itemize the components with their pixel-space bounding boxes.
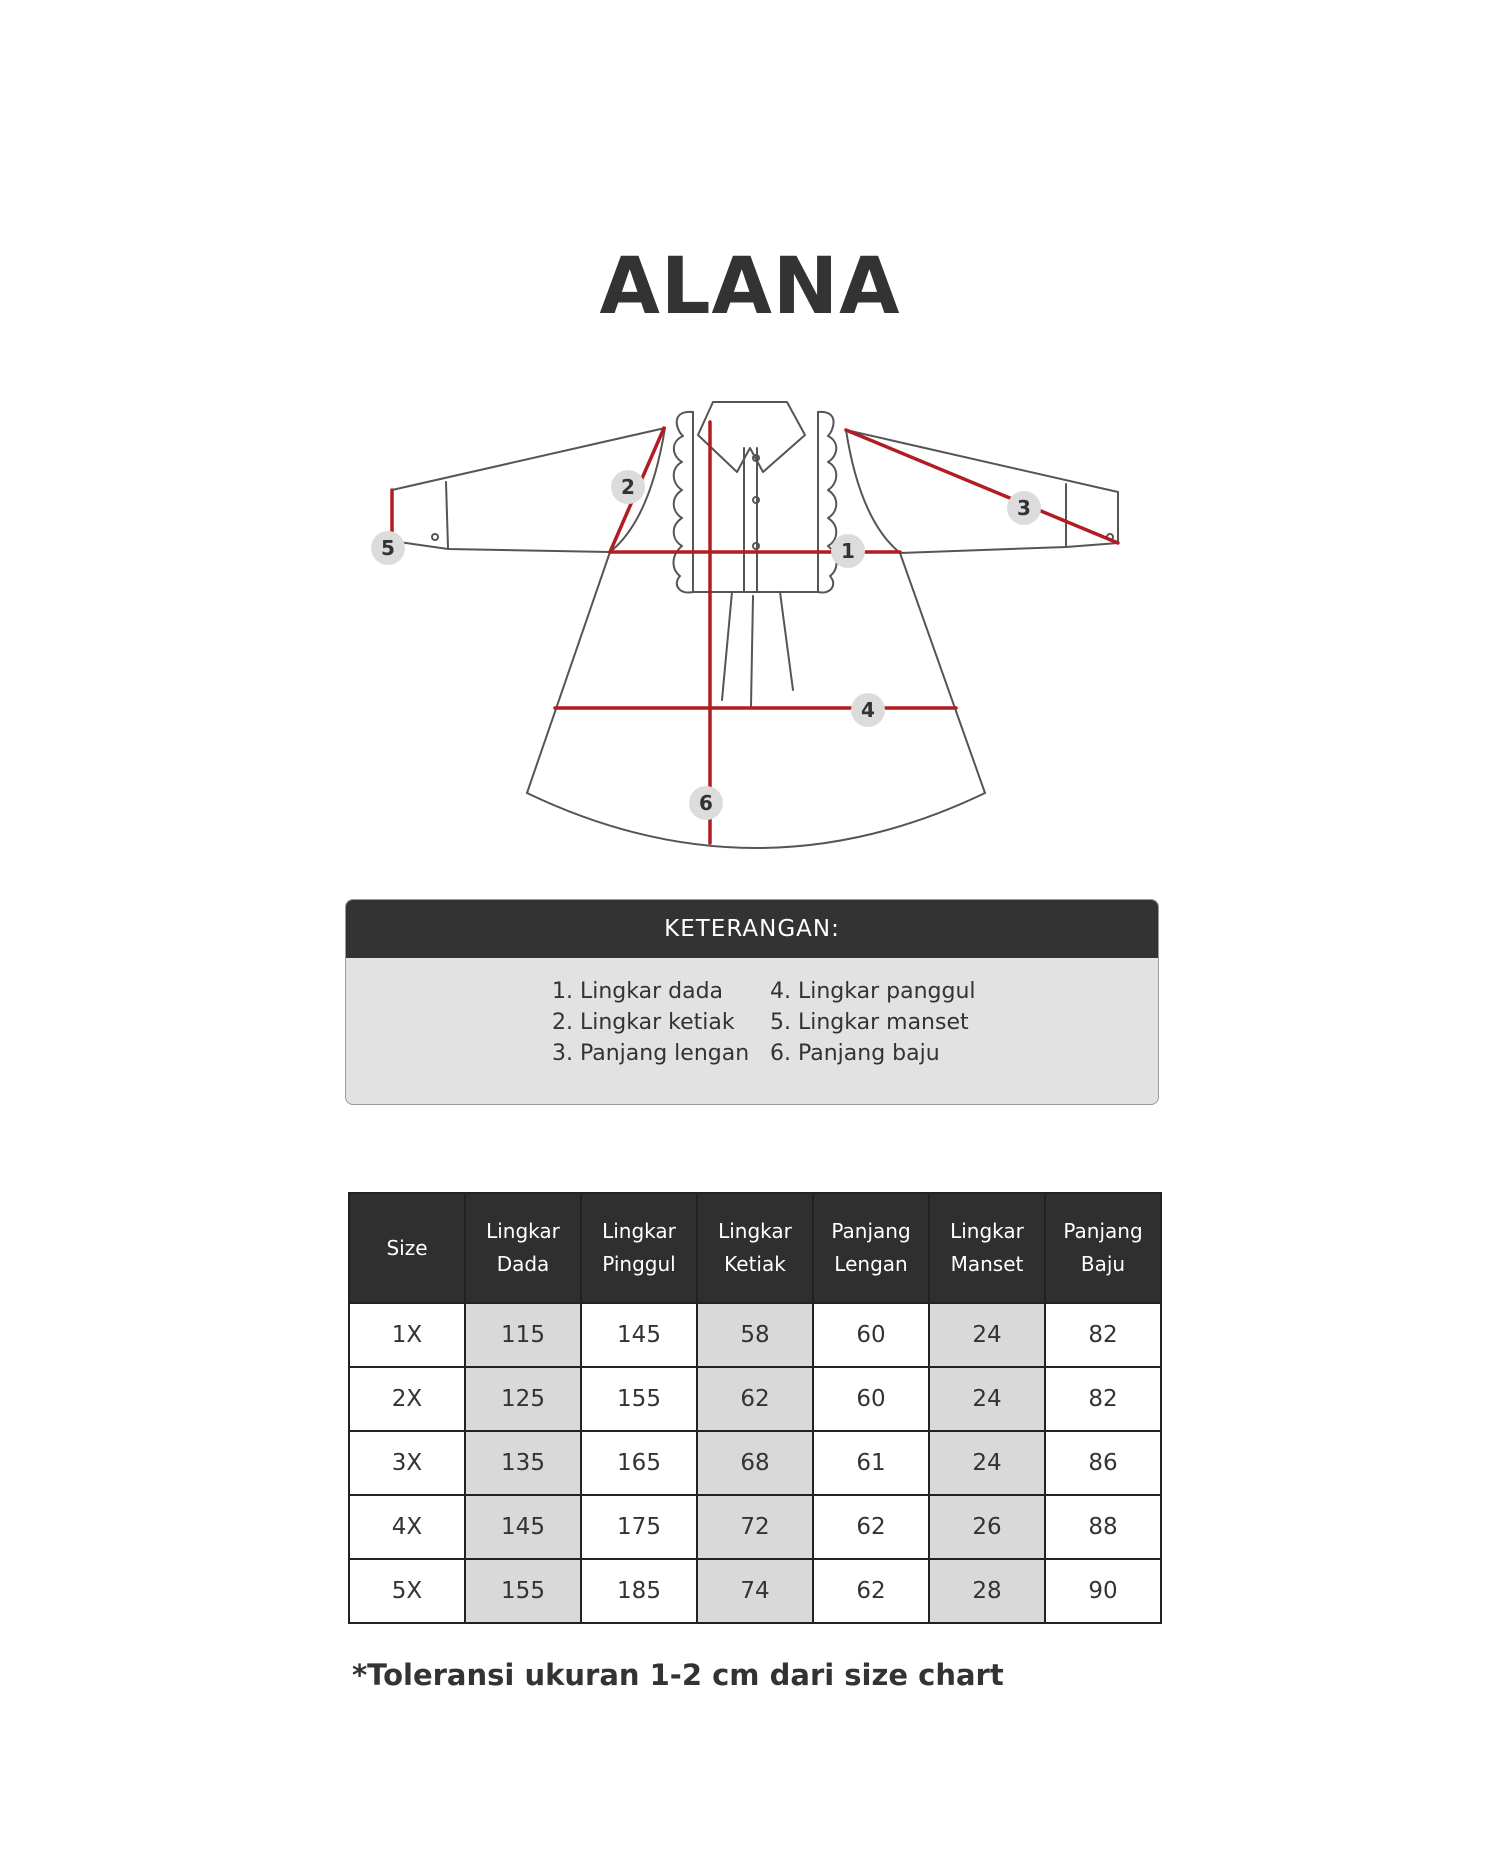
table-cell: 125	[465, 1367, 581, 1431]
tolerance-note: *Toleransi ukuran 1-2 cm dari size chart	[352, 1658, 1004, 1692]
table-cell: 74	[697, 1559, 813, 1623]
table-cell: 60	[813, 1367, 929, 1431]
table-cell: 155	[581, 1367, 697, 1431]
legend-item: 4. Lingkar panggul	[770, 979, 976, 1004]
marker-5	[371, 531, 405, 565]
legend-item: 6. Panjang baju	[770, 1041, 940, 1066]
table-cell: 145	[581, 1303, 697, 1367]
svg-text:4: 4	[861, 698, 875, 722]
svg-text:2: 2	[621, 475, 635, 499]
table-cell: 62	[813, 1495, 929, 1559]
size-chart-table	[348, 1192, 1162, 1624]
marker-1	[831, 534, 865, 568]
table-cell: 5X	[349, 1559, 465, 1623]
table-row	[349, 1303, 1161, 1367]
measure-line-sleeve	[846, 430, 1118, 543]
svg-text:5: 5	[381, 536, 395, 560]
header-lingkar-manset: Lingkar Manset	[929, 1193, 1045, 1303]
table-cell: 145	[465, 1495, 581, 1559]
table-cell: 24	[929, 1367, 1045, 1431]
header-panjang-baju: Panjang Baju	[1045, 1193, 1161, 1303]
measure-markers	[371, 470, 1041, 820]
table-cell: 26	[929, 1495, 1045, 1559]
table-cell: 82	[1045, 1303, 1161, 1367]
table-cell: 24	[929, 1303, 1045, 1367]
table-cell: 3X	[349, 1431, 465, 1495]
table-cell: 28	[929, 1559, 1045, 1623]
table-cell: 4X	[349, 1495, 465, 1559]
legend-item: 3. Panjang lengan	[552, 1041, 750, 1066]
table-row	[349, 1431, 1161, 1495]
table-row	[349, 1367, 1161, 1431]
legend-body	[346, 958, 1158, 1104]
table-cell: 90	[1045, 1559, 1161, 1623]
legend-item: 1. Lingkar dada	[552, 979, 724, 1004]
header-panjang-lengan: Panjang Lengan	[813, 1193, 929, 1303]
table-cell: 61	[813, 1431, 929, 1495]
legend-item: 5. Lingkar manset	[770, 1010, 969, 1035]
legend-column-right	[770, 976, 976, 1069]
header-lingkar-dada: Lingkar Dada	[465, 1193, 581, 1303]
marker-2	[611, 470, 645, 504]
table-cell: 24	[929, 1431, 1045, 1495]
legend-column-left	[552, 976, 749, 1069]
svg-text:3: 3	[1017, 496, 1031, 520]
legend-box	[345, 899, 1159, 1105]
table-cell: 115	[465, 1303, 581, 1367]
marker-4	[851, 693, 885, 727]
marker-6	[689, 786, 723, 820]
table-cell: 82	[1045, 1367, 1161, 1431]
table-cell: 86	[1045, 1431, 1161, 1495]
svg-text:1: 1	[841, 539, 855, 563]
table-row	[349, 1495, 1161, 1559]
table-cell: 72	[697, 1495, 813, 1559]
table-cell: 62	[813, 1559, 929, 1623]
table-cell: 1X	[349, 1303, 465, 1367]
table-cell: 60	[813, 1303, 929, 1367]
table-cell: 165	[581, 1431, 697, 1495]
table-cell: 62	[697, 1367, 813, 1431]
garment-outline	[392, 402, 1118, 848]
table-cell: 68	[697, 1431, 813, 1495]
table-cell: 135	[465, 1431, 581, 1495]
header-lingkar-pinggul: Lingkar Pinggul	[581, 1193, 697, 1303]
marker-3	[1007, 491, 1041, 525]
header-size: Size	[349, 1193, 465, 1303]
legend-title: KETERANGAN:	[346, 900, 1158, 958]
table-cell: 58	[697, 1303, 813, 1367]
table-cell: 88	[1045, 1495, 1161, 1559]
table-cell: 185	[581, 1559, 697, 1623]
table-cell: 175	[581, 1495, 697, 1559]
header-lingkar-ketiak: Lingkar Ketiak	[697, 1193, 813, 1303]
measurement-lines	[392, 422, 1118, 843]
table-cell: 155	[465, 1559, 581, 1623]
table-header-row	[349, 1193, 1161, 1303]
svg-text:6: 6	[699, 791, 713, 815]
legend-item: 2. Lingkar ketiak	[552, 1010, 735, 1035]
table-row	[349, 1559, 1161, 1623]
table-cell: 2X	[349, 1367, 465, 1431]
page-title: ALANA	[599, 242, 901, 332]
